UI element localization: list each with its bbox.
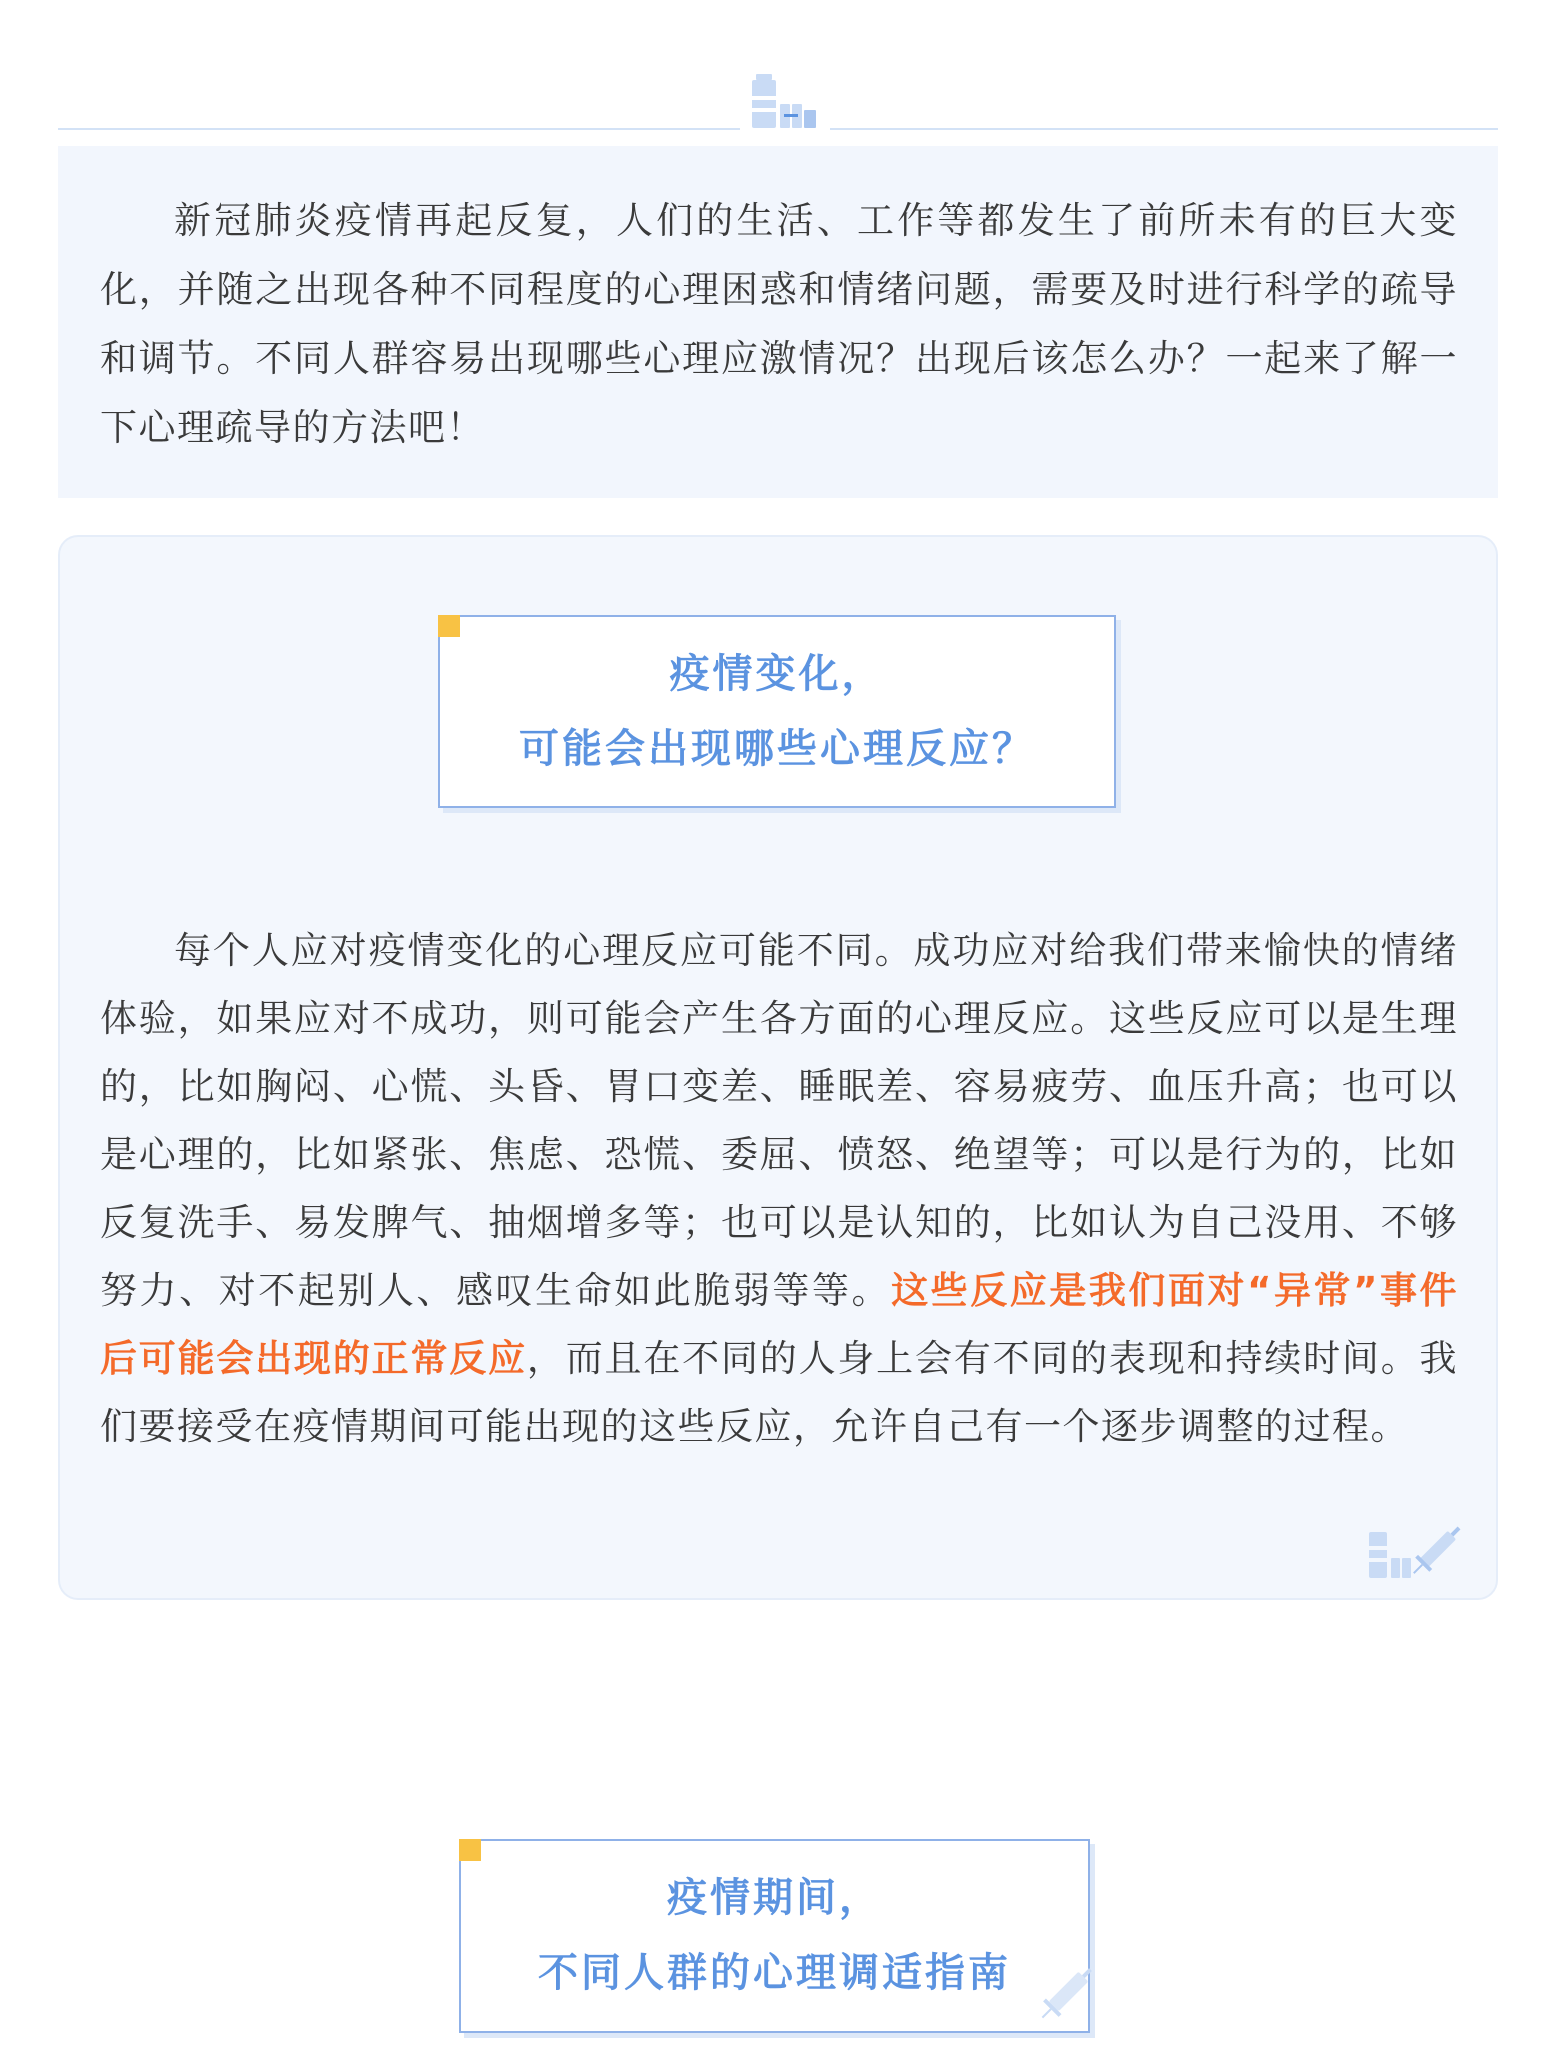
syringe-icon <box>1030 1960 1100 2030</box>
section-title-line-1: 疫情变化， <box>669 651 885 697</box>
body-text-part-1: 每个人应对疫情变化的心理反应可能不同。成功应对给我们带来愉快的情绪体验，如果应对不成功，则可能会产生各方面的心理反应。这些反应可以是生理的，比如胸闷、心慌、头昏、胃口变差、睡眠差、容易疲劳、血压升高；也可以是心理的，比如紧张、焦虑、恐慌、委屈、愤怒、绝望等；可以是行为的，比如反复洗手、易发脾气、抽烟增多等；也可以是认知的，比如认为自己没用、不够努力、对不起别人、感叹生命如此脆弱等等。 <box>100 929 1458 1312</box>
section-card-psych-reactions <box>58 535 1498 1600</box>
section2-title-line-2: 不同人群的心理调适指南 <box>538 1950 1011 1996</box>
section-title-box-2 <box>459 1839 1090 2033</box>
section-title-box <box>438 615 1116 808</box>
body-text-highlight: 这些反应是我们面对“异常”事件后可能会出现的正常反应 <box>100 1269 1458 1380</box>
medicine-syringe-icon <box>1365 1522 1465 1582</box>
section-body-paragraph <box>100 917 1458 1461</box>
title-corner-accent-2 <box>459 1839 481 1861</box>
body-text-part-2: ，而且在不同的人身上会有不同的表现和持续时间。我们要接受在疫情期间可能出现的这些反应，允许自己有一个逐步调整的过程。 <box>100 1337 1459 1448</box>
intro-paragraph: 新冠肺炎疫情再起反复，人们的生活、工作等都发生了前所未有的巨大变化，并随之出现各种不同程度的心理困惑和情绪问题，需要及时进行科学的疏导和调节。不同人群容易出现哪些心理应激情况？出现后该怎么办？一起来了解一下心理疏导的方法吧！ <box>100 199 1458 449</box>
section-title-line-2: 可能会出现哪些心理反应？ <box>519 726 1035 772</box>
title-corner-accent <box>438 615 460 637</box>
medical-bottles-icon <box>740 70 830 132</box>
intro-panel <box>58 146 1498 498</box>
section2-title-line-1: 疫情期间， <box>667 1875 882 1921</box>
